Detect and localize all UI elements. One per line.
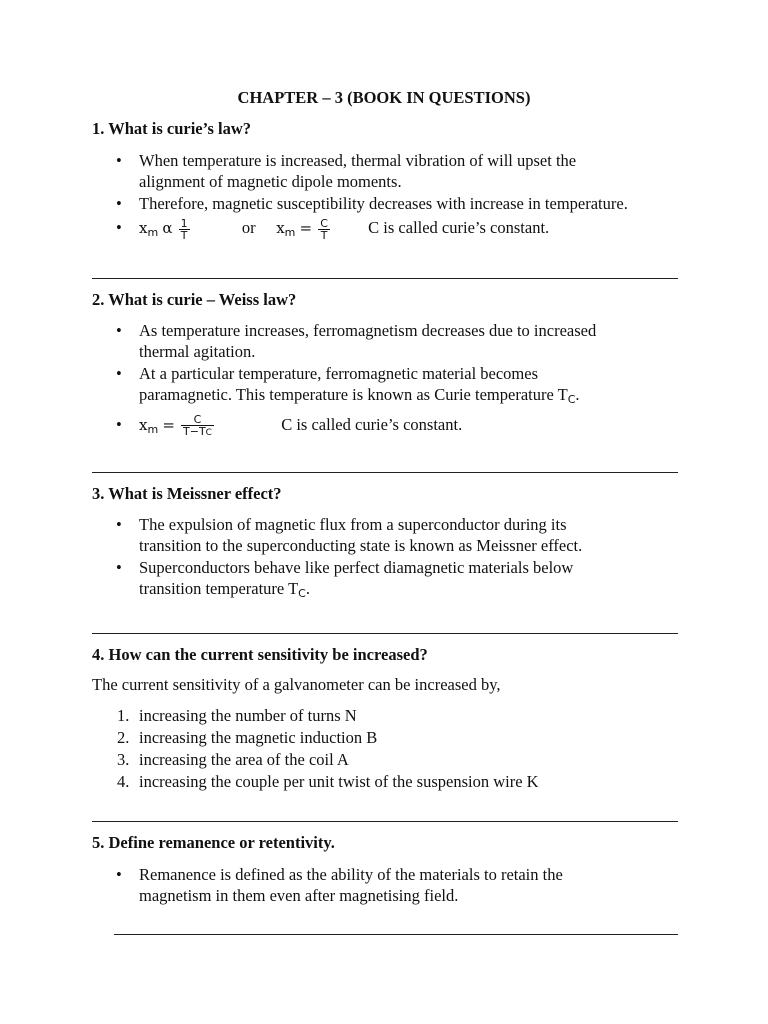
section-divider [92,278,678,279]
question-3-bullets [92,514,692,605]
bullet-icon: • [116,321,122,340]
bullet-text: transition temperature T [139,579,299,598]
question-4-list [92,705,692,793]
bullet-text: At a particular temperature, ferromagnetic material becomes [139,364,539,383]
list-item [92,150,692,192]
bullet-text: Superconductors behave like perfect diamagnetic materials below [139,558,574,577]
bullet-icon: • [116,415,122,434]
bullet-icon: • [116,218,122,237]
bullet-text: alignment of magnetic dipole moments. [139,172,402,191]
question-3-heading: 3. What is Meissner effect? [92,484,282,503]
question-5-heading: 5. Define remanence or retentivity. [92,833,335,852]
bullet-text: Remanence is defined as the ability of the materials to retain the [139,865,563,884]
bullet-icon: • [116,865,122,884]
bullet-text: magnetism in them even after magnetising field. [139,886,459,905]
section-divider [92,821,678,822]
bullet-icon: • [116,515,122,534]
bullet-text: paramagnetic. This temperature is known as Curie temperature T [139,385,568,404]
section-divider [92,633,678,634]
list-item: 4. increasing the couple per unit twist of the suspension wire K [117,772,539,791]
question-4-heading: 4. How can the current sensitivity be increased? [92,645,428,664]
bullet-text: When temperature is increased, thermal vibration of will upset the [139,151,577,170]
list-item [92,514,692,556]
fraction: $\frac{C}{T-TC}$ [183,412,212,438]
bullet-icon: • [116,364,122,383]
list-item: 1. increasing the number of turns N [117,706,357,725]
list-item [92,320,692,362]
formula-curie-proportional: $x_m$ α $\frac{1}{T}$ [139,216,188,242]
question-2-bullets [92,320,692,445]
question-2-heading: 2. What is curie – Weiss law? [92,290,297,309]
bullet-text: The expulsion of magnetic flux from a superconductor during its [139,515,567,534]
question-1-bullets [92,150,692,247]
formula-curie-weiss: $x_m$ = $\frac{C}{T-TC}$ [139,412,212,438]
section-divider [92,472,678,473]
question-4-intro: The current sensitivity of a galvanometer can be increased by, [92,675,501,694]
formula-curie-law: $x_m$ = $\frac{C}{T}$ [276,216,328,242]
bullet-icon: • [116,194,122,213]
question-1-heading: 1. What is curie’s law? [92,119,252,138]
list-item: • Superconductors behave like perfect diamagnetic materials below transition temperature $T_C$. [116,558,574,600]
bullet-icon: • [116,151,122,170]
bullet-icon: • [116,558,122,577]
list-item: • At a particular temperature, ferromagnetic material becomes paramagnetic. This temperature is known as Curie temperature $T_C$. [116,364,580,406]
chapter-title: CHAPTER – 3 (BOOK IN QUESTIONS) [237,88,531,107]
fraction: $\frac{1}{T}$ [180,216,188,242]
list-item [92,411,692,444]
bullet-text: Therefore, magnetic susceptibility decreases with increase in temperature. [139,194,628,213]
list-item [92,193,692,214]
list-item: 3. increasing the area of the coil A [117,750,349,769]
section-divider [114,934,678,935]
list-item [92,864,692,906]
or-text: or [241,218,256,237]
list-item: 2. increasing the magnetic induction B [117,728,378,747]
question-5-bullets [92,864,692,907]
bullet-text: thermal agitation. [139,342,256,361]
formula-note: C is called curie’s constant. [368,218,550,237]
fraction: $\frac{C}{T}$ [320,216,328,242]
list-item [92,215,692,246]
formula-note: C is called curie’s constant. [281,415,463,434]
bullet-text: As temperature increases, ferromagnetism decreases due to increased [139,321,597,340]
bullet-text: transition to the superconducting state is known as Meissner effect. [139,536,583,555]
